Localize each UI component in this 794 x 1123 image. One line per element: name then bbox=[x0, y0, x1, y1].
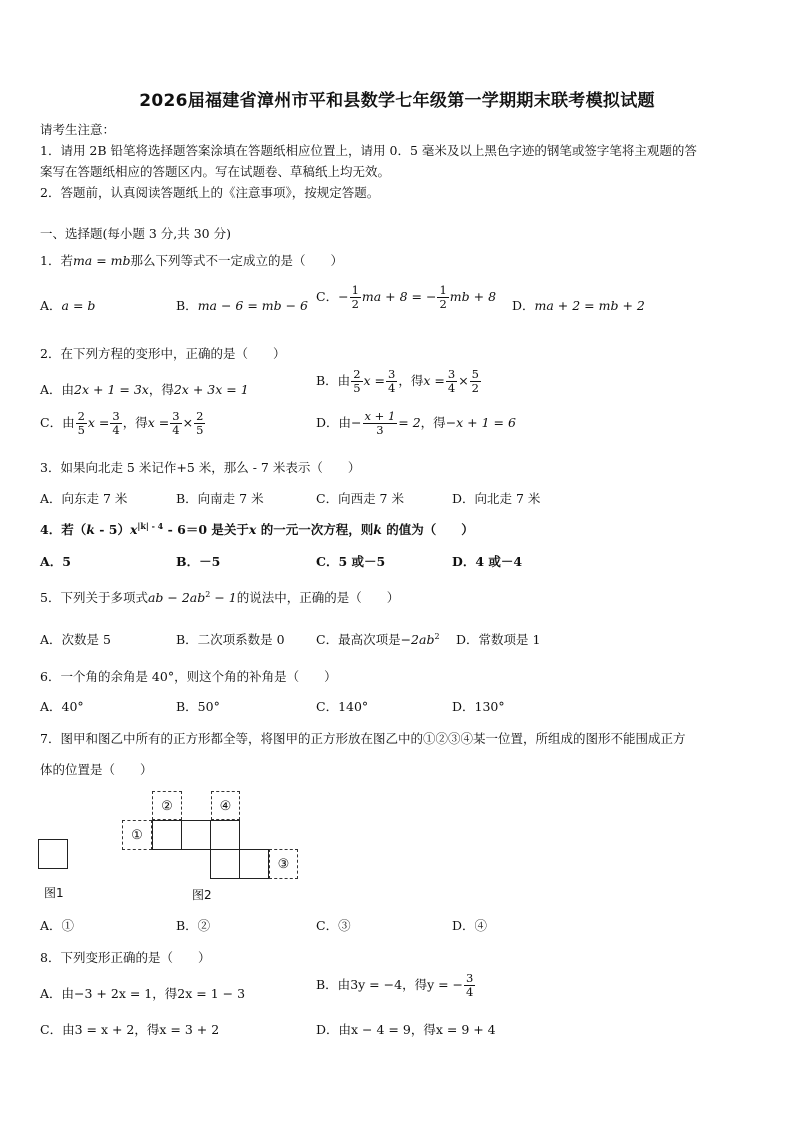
q5-option-a: A．次数是 5 bbox=[40, 632, 111, 647]
position-3-box: ③ bbox=[269, 849, 298, 879]
q2-stem: 2．在下列方程的变形中，正确的是（ ） bbox=[40, 346, 286, 361]
position-1-box: ① bbox=[122, 820, 152, 850]
q5-option-c: C．最高次项是$-2ab^2$ bbox=[316, 631, 440, 647]
q6-stem: 6．一个角的余角是 40°，则这个角的补角是（ ） bbox=[40, 669, 337, 684]
q8-option-b: B．由3y = −4，得y = − $\frac{3}{4}$ bbox=[316, 971, 474, 999]
q8-option-d: D．由x − 4 = 9，得x = 9 + 4 bbox=[316, 1022, 496, 1037]
q3-option-b: B．向南走 7 米 bbox=[176, 491, 264, 506]
position-2-box: ② bbox=[152, 791, 182, 820]
q4-option-b: B．－5 bbox=[176, 554, 221, 569]
q5-option-d: D．常数项是 1 bbox=[456, 632, 541, 647]
q2-option-d: D．由− $\frac{x + 1}{3}$ = 2，得−x + 1 = 6 bbox=[316, 409, 516, 437]
notice-line-1a: 1．请用 2B 铅笔将选择题答案涂填在答题纸相应位置上，请用 0．5 毫米及以上黑色字迹的钢笔或签字笔将主观题的答 bbox=[40, 143, 697, 158]
net-square bbox=[181, 820, 211, 850]
net-square bbox=[152, 820, 182, 850]
q1-option-a: A．a = b bbox=[40, 298, 96, 313]
q3-option-d: D．向北走 7 米 bbox=[452, 491, 541, 506]
q3-option-a: A．向东走 7 米 bbox=[40, 491, 128, 506]
q7-option-b: B．② bbox=[176, 918, 211, 933]
q1-option-c: C．− $\frac{1}{2}$ ma + 8 = − $\frac{1}{2}$ mb + 8 bbox=[316, 283, 497, 311]
q1-stem: 1．若ma = mb那么下列等式不一定成立的是（ ） bbox=[40, 253, 344, 268]
q8-option-c: C．由3 = x + 2，得x = 3 + 2 bbox=[40, 1022, 220, 1037]
q6-option-c: C．140° bbox=[316, 699, 369, 714]
net-square bbox=[239, 849, 269, 879]
page-title: 2026届福建省漳州市平和县数学七年级第一学期期末联考模拟试题 bbox=[139, 91, 655, 111]
q7-stem-line-2: 体的位置是（ ） bbox=[40, 762, 153, 777]
q7-option-a: A．① bbox=[40, 918, 75, 933]
q4-option-d: D．4 或－4 bbox=[452, 554, 523, 569]
q7-option-d: D．④ bbox=[452, 918, 488, 933]
q2-option-a: A．由2x + 1 = 3x，得2x + 3x = 1 bbox=[40, 382, 249, 397]
q7-option-c: C．③ bbox=[316, 918, 351, 933]
q7-stem-line-1: 7．图甲和图乙中所有的正方形都全等，将图甲的正方形放在图乙中的①②③④某一位置，所组成的图形不能围成正方 bbox=[40, 731, 686, 746]
q4-option-c: C．5 或－5 bbox=[316, 554, 386, 569]
figure-1-caption: 图1 bbox=[44, 886, 64, 900]
position-4-box: ④ bbox=[211, 791, 240, 820]
figure-1-square bbox=[38, 839, 68, 869]
notice-heading: 请考生注意： bbox=[40, 122, 116, 137]
q8-stem: 8．下列变形正确的是（ ） bbox=[40, 950, 211, 965]
q5-option-b: B．二次项系数是 0 bbox=[176, 632, 285, 647]
q8-option-a: A．由−3 + 2x = 1，得2x = 1 − 3 bbox=[40, 986, 246, 1001]
q6-option-b: B．50° bbox=[176, 699, 220, 714]
q4-stem: 4．若$(k - 5)x^{|k| - 4} - 6=0$ 是关于x 的一元一次方程，则k 的值为（ ） bbox=[40, 520, 474, 537]
notice-line-2: 2．答题前，认真阅读答题纸上的《注意事项》，按规定答题。 bbox=[40, 185, 380, 200]
notice-line-1b: 案写在答题纸相应的答题区内。写在试题卷、草稿纸上均无效。 bbox=[40, 164, 391, 179]
q6-option-d: D．130° bbox=[452, 699, 505, 714]
section-heading: 一、选择题(每小题 3 分,共 30 分) bbox=[40, 226, 231, 241]
q1-option-d: D．ma + 2 = mb + 2 bbox=[512, 298, 645, 313]
q6-option-a: A．40° bbox=[40, 699, 84, 714]
q4-option-a: A．5 bbox=[40, 554, 71, 569]
q3-stem: 3．如果向北走 5 米记作+5 米，那么 - 7 米表示（ ） bbox=[40, 460, 361, 475]
q5-stem: 5．下列关于多项式ab − $2ab^2 - 1$的说法中，正确的是（ ） bbox=[40, 589, 400, 605]
figure-2-caption: 图2 bbox=[192, 888, 212, 902]
q2-option-b: B．由 $\frac{2}{5}$ x = $\frac{3}{4}$ ，得x = $\frac{3}{4}$ × $\frac{5}{2}$ bbox=[316, 367, 479, 395]
q1-option-b: B．ma − 6 = mb − 6 bbox=[176, 298, 309, 313]
q2-option-c: C．由 $\frac{2}{5}$ x = $\frac{3}{4}$ ，得x = $\frac{3}{4}$ × $\frac{2}{5}$ bbox=[40, 409, 204, 437]
net-square bbox=[210, 849, 240, 879]
net-square bbox=[210, 820, 240, 850]
q3-option-c: C．向西走 7 米 bbox=[316, 491, 404, 506]
